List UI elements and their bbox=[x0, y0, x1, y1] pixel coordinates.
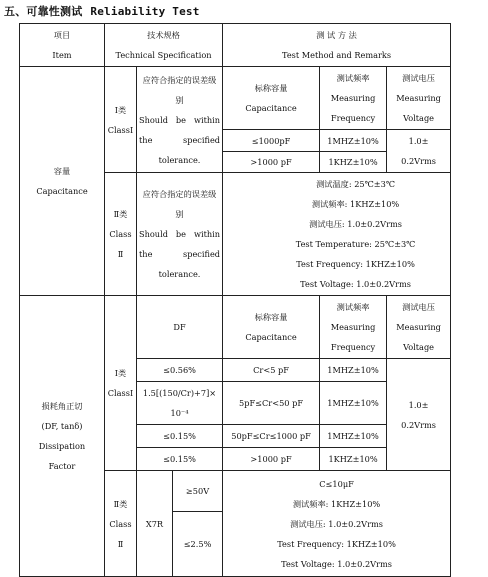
method-line: 测试电压: 1.0±0.2Vrms bbox=[290, 518, 383, 529]
df-freq: 1KHZ±10% bbox=[320, 448, 387, 471]
cap-class2-method bbox=[223, 173, 451, 296]
header-spec: 技术规格 Technical Specification bbox=[105, 24, 223, 67]
df-value: ≤0.56% bbox=[137, 359, 223, 382]
df-cap: >1000 pF bbox=[223, 448, 320, 471]
df-value: ≤0.15% bbox=[137, 448, 223, 471]
capacitance-label: 容量 Capacitance bbox=[20, 67, 105, 296]
header-method: 测 试 方 法 Test Method and Remarks bbox=[223, 24, 451, 67]
df-freq: 1MHZ±10% bbox=[320, 425, 387, 448]
method-line: 测试温度: 25℃±3℃ bbox=[316, 179, 396, 189]
cap-class1-col-volt: 测试电压 Measuring Voltage bbox=[387, 67, 451, 130]
method-line: 测试频率: 1KHZ±10% bbox=[292, 498, 381, 509]
df-class1-header-row bbox=[20, 296, 451, 359]
cap-class1-freqs: 1MHZ±10% 1KHZ±10% bbox=[320, 130, 387, 173]
df-class2-method bbox=[223, 471, 451, 577]
df-value: ≤0.15% bbox=[137, 425, 223, 448]
method-line: 测试电压: 1.0±0.2Vrms bbox=[309, 219, 402, 229]
cap-class2-spec: 应符合指定的误差级 别 Should be within the specified tolerance. bbox=[137, 173, 223, 296]
method-line: Test Temperature: 25℃±3℃ bbox=[295, 239, 416, 249]
section-heading bbox=[4, 3, 200, 19]
cap-class1-col-cap: 标称容量 Capacitance bbox=[223, 67, 320, 130]
df-value: 1.5[(150/Cr)+7]× 10⁻⁴ bbox=[137, 382, 223, 425]
section-heading-cn: 五、可靠性测试 bbox=[4, 5, 83, 18]
df-class1-col-cap: 标称容量 Capacitance bbox=[223, 296, 320, 359]
df-class1-voltage: 1.0± 0.2Vrms bbox=[387, 359, 451, 471]
section-heading-en: Reliability Test bbox=[90, 5, 200, 18]
df-class2-label: Ⅱ类 Class Ⅱ bbox=[105, 471, 137, 577]
df-class1-col-freq: 测试频率 Measuring Frequency bbox=[320, 296, 387, 359]
method-line: Test Voltage: 1.0±0.2Vrms bbox=[281, 558, 392, 569]
method-line: C≤10μF bbox=[319, 478, 354, 489]
method-line: 测试频率: 1KHZ±10% bbox=[311, 199, 400, 209]
df-cap: 50pF≤Cr≤1000 pF bbox=[223, 425, 320, 448]
cap-class2-label: Ⅱ类 Class Ⅱ bbox=[105, 173, 137, 296]
df-class1-label: Ⅰ类 ClassⅠ bbox=[105, 296, 137, 471]
method-line: Test Frequency: 1KHZ±10% bbox=[296, 259, 415, 269]
df-class2-dielectric: X7R bbox=[137, 471, 173, 577]
cap-class1-label: Ⅰ类 ClassⅠ bbox=[105, 67, 137, 173]
cap-class1-voltage: 1.0± 0.2Vrms bbox=[387, 130, 451, 173]
method-line: Test Voltage: 1.0±0.2Vrms bbox=[300, 279, 411, 289]
table-header-row bbox=[20, 24, 451, 67]
df-header: DF bbox=[137, 296, 223, 359]
header-item: 项目 Item bbox=[20, 24, 105, 67]
method-line: Test Frequency: 1KHZ±10% bbox=[277, 538, 396, 549]
cap-class1-col-freq: 测试频率 Measuring Frequency bbox=[320, 67, 387, 130]
df-freq: 1MHZ±10% bbox=[320, 359, 387, 382]
df-class1-col-volt: 测试电压 Measuring Voltage bbox=[387, 296, 451, 359]
cap-class1-caps: ≤1000pF >1000 pF bbox=[223, 130, 320, 173]
df-cap: 5pF≤Cr<50 pF bbox=[223, 382, 320, 425]
cap-class1-spec: 应符合指定的误差级别 Should be within the specified tolerance. bbox=[137, 67, 223, 173]
df-class2-voltage: ≥50V bbox=[173, 471, 223, 512]
reliability-test-table bbox=[19, 23, 451, 577]
df-freq: 1MHZ±10% bbox=[320, 382, 387, 425]
df-class2-df: ≤2.5% bbox=[173, 512, 223, 577]
df-cap: Cr<5 pF bbox=[223, 359, 320, 382]
dissipation-label: 损耗角正切 (DF, tanδ) Dissipation Factor bbox=[20, 296, 105, 577]
cap-class1-row-1 bbox=[20, 67, 451, 130]
